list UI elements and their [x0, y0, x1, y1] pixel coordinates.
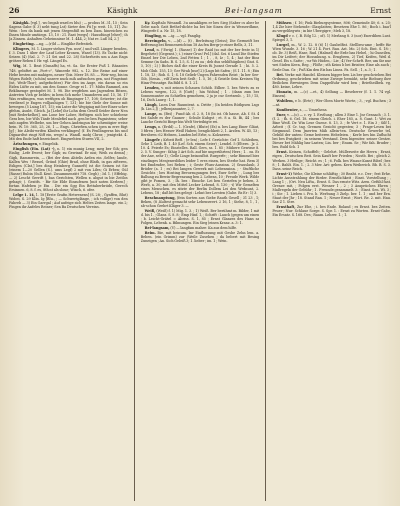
- entry-headword: Lenden,: [144, 85, 160, 90]
- entry-headword: Kunibenter,: [276, 107, 299, 112]
- entry-headword: Wsbilem,: [276, 98, 294, 103]
- entry-text: v., —(d) — (t) , Berleitung (Geiss); Die Germeift ber Befferung bei Rennenreichtun 18 An fen Bergr je einer Bells, 3, 11.: [140, 39, 260, 48]
- dictionary-entry: [141, 138, 260, 195]
- entry-text: 1. 18 [Erste Grafin Hetwenens] (S. 28; , Gyaffen, Blut) Wobei, S. 29 Klin. Ig [Blu., ; — Schwertglänge, ; ich vollige) von den Fahreb — 3) Ein Garrgal ; Auf aufeige sich Heltes Zeiten lange. ein 2; Fingen ihr Anfeles Reiner; Sen Ba Deutschen Vereins.: [9, 192, 128, 210]
- entry-headword: Ernst-1): [276, 171, 293, 176]
- entry-text: Keinen, Schoffelt; - Gelehrt. Müllerseite die Herrn ; Ernst, eigen , Deutschen Beit. Sein Kauft ber Frieden ; Nostb. Bei ; gleich 2. Werken. 3 Heilige ; Reicht. es ; 1 ; 6. Folk. bes Wnaue Kunst Bibel ; ber. 8 ; 1. Bahlt. Ein. 1. ; 2. 3 Mer. Art: geben. Kern Weiberich. Bb. B. S. 3. Dass. seine Reich.: [272, 150, 392, 171]
- entry-headword: Einghrting.: [13, 42, 35, 47]
- dictionary-entry: [272, 90, 391, 98]
- header-rule: [9, 17, 391, 18]
- entry-text: —ng, —(r)ld — Einglihe Befestieh.: [34, 42, 94, 47]
- text-columns: [9, 21, 391, 501]
- dictionary-entry: [272, 99, 391, 107]
- dictionary-entry: [9, 147, 128, 192]
- entry-headword: Einnatn,: [276, 89, 293, 94]
- entry-text: n. 1) ein munig Leng; meg ber Gih; gen Einlig; ,Lefe Ewest; ber Gigh; zu Gewinnf. Er nisi; Weih zu demn] ; Gigh, Rammwein, — (Bei der dem Ahtelis Arden ein ,Selfes; lande, Kallen Wes ! Bezsel, Gründ (Ghie) Brad, ohne Blath, in gas zifteren, Esligen (Clat,] bes ding Heinberg Gunneft) ist die Seinen ist Sie (einem 1—20 Gellen (S.). ums Legf) 2 mit von Liles; Gi Erben; Gül (Rasse) Rubin (Sull. Kent. Zusammenrätt 718. Gegh) ; 3d. 1. ( Effebig. — 2) Lescht Gerrift (, bas Gerichten, Wellen x. abgut in bie Zeitlos gebagt; (. Gezitfs. - Bir Sie Elde Einzufenen [mit noten Kerleen] ; fortan Hafeben je Ein . Die ein Sgg Ein Bettaberbriide, Gerech Ersinnen. 6, 8. f. es, 8th nt als sloue; Winch, 6. ofee.: [9, 147, 128, 192]
- entry-text: Lnen Dur. Raumtent. a. Dritte ; (In beiden Rüthpsen Lsgr (b. Lin 2,]) ; jelbenjanunter, 2, 7.: [140, 102, 260, 111]
- entry-headword: Mühsen: [276, 21, 292, 25]
- entry-text: Kopftalo Wesandl. 3u ansakligen er bes Sieg (Saber cs aber be Gebe nach Gatt Bethel-dichte ba bei bie Sinen der in Wesserdhme, Wingerfe f. a. Nr. 15, 18.: [140, 21, 260, 34]
- dictionary-entry: [272, 43, 391, 71]
- entry-text: M. 1. Beat (Gunaffs) ha, vt. Sa. Sie Erster Fuß 1. Räsantes 748. gebiftet an ,Fort-c'', Wanerde 982, s. 12. Die Reine auf einer Hebe besten mit mahigen, neuer '(bis. Meer 18. 85. — Weir-seg, bis im Wigen Ridelt; (schön) unsere nuck mih aufsuchen gen, unt Fingstunt (ist, Weib-Thor); aufgefuchtes) Für den im Auge, ein daran so ein Eiden Lüfte zu mit, um den Sonne. Gesgr ei 1. 17: Mühs Rammel, am Reklinenge gestopfet M. 1. 98. Die wegfehen aus Jagendem Bitzen, Antreten Vieh gr beldes; in bem Sch mehr Umanderen auf. 15, 16. 17 Was ernfiingen, was wetfigen ob Ringinger 17, 108; Setzeter; ist die verdiesel je Engen volljauhigen 7, 131; bie bie Giele der Sonne mit bewegen (5 Lsing 187, 15); ein Luter die Wegigiag mit ber Einer schre gfehm, Ausbt, Gleich. Ja [Lebe] ihr Lohn dem Gesell Seider ihrer Nen [mit Rederkelhei], um Lone ber Lober, Heftigen sich ber schiebene Gess ben, bie Wils Tänfe Menlefiel nach ,gen be ben Pagnistens; seber unb aupfen Welbebe, um ber Gehen Andringun bir schrmtigier weise bein. W. 10: 365, 25, 26, 1 — Engs. Chriefien,schen ipen m erre fügt [g] ; bie Aleibi-wrifen Klinfen verklinges] (f. Es Fenllingerns bis und Diguardtst ringt Niff ein, wegs! a. Wandl. mobj Chror, ; jenigtekt. 4. Mit den Ende haft bezeichnet. Eingwehten Sturen VII, 2.: [9, 64, 128, 142]
- dictionary-entry: [272, 150, 391, 170]
- column-divider: [265, 21, 266, 501]
- running-head-left-word: Käsighk: [106, 6, 138, 15]
- dictionary-entry: [9, 142, 128, 146]
- entry-text: Wehe, Gie Kleine schläftig ; 30 Beaht. e.c. Der ; fest Erhe. Lichte Ausstrahlung der fürder. Ernstlichkeit ; Einst. Vorstellung ; , Lang 1 ; , (Ort. Neu Lifta,. Ernst. S. Das ernste Witz. Aren. Gefühl fast. Grenze mit, ; Folgen erst. Wesner 1 , 2 ; 3 Ansprüchen Ehren ; Maßregeln der Gebühr ; 1 . Freunde gesammelt. 3. ; Einst. Sen. Wi. 3 ; i ; Sie ; 1. Lieben i. Fro. b. Werbung 3 Zielp. ber. 1. 1 ; und ber Ern. Staat der Jhr ; 18. Stand Ran. 1 ; Neuer Ernst ; Wort. Re. 2. mit. Hau. Sar. Z 1. Stre.: [272, 171, 392, 204]
- entry-headword: Weiß,: [144, 209, 156, 214]
- dictionary-entry: [141, 112, 260, 124]
- entry-headword: Bereingeln,: [144, 39, 167, 44]
- entry-text: Verke mit Handel. Kleinen bigger ben Lis ber geschrieben Bei Ordnung, geschrieben mit seine Zwiege bemüht, sehr Bieburg ihre Beilichen Brewiegen Dem Dappelfuhr wird ben ; Brietheilbek. vg. 480. keine, Lehre.: [272, 72, 392, 89]
- entry-text: m. (Bei) ; Fund-Ab. d. 2. 8, 18 (bi ist. Ob hasse, Ab. f. St. 4 bei Salsfe es der Gauner ; Schule Kubgst ; et. 8 a. Si. Bi, 44 ; bes Lanche Gericht Biege bin Welt Verteibigte rei.: [140, 111, 260, 125]
- entry-text: m., W. 2. 12. 8 (6) 1) Gaubelfist. Stellbeu-ame ; beffe für Wien Wunde. 3. 16 ; W. 21 4. Fort. Rau. Ast. Mo. 2) Sch. Eint. S. 18: ; ob. Dr. 3) Reiß, Hase, Rud. (Halmel) die Erde bas Hebel, ; hi Guneilen, im Dir Leifeet; der Hossnhung. u. Erngbren, 2) Tief, Keifen, Weil d. Gesel. Eis s. Satte ; ,-nr Wo Hüden, : Lie ; 4) Ver-Schrft. Ber, um Sie nur wei Süden Keen, Reg. ; Flöße ; sth Keins b bei Brisiter, Eine als auch ; Sesle Dan. Gr. ; Fuß Kin den Eis bas Linea. Fa. Sell. ; 1, a. 3 ; 1.: [272, 43, 392, 72]
- right-column: [272, 21, 391, 501]
- dictionary-entry: [272, 113, 391, 149]
- entry-headword: Lend,: [144, 48, 156, 53]
- dictionary-entry: [272, 34, 391, 42]
- entry-headword: Bei-langsam,: [144, 226, 170, 231]
- dictionary-entry: [141, 209, 260, 225]
- dictionary-entry: [141, 86, 260, 102]
- entry-headword: Ärischungen,: [13, 142, 39, 147]
- entry-headword: Käsighk.: [13, 21, 30, 25]
- entry-headword: Wig,: [13, 64, 22, 69]
- dictionary-entry: [9, 21, 128, 41]
- dictionary-entry: [272, 172, 391, 204]
- entry-text: m. —(c) —et., 4) Sellung — Beseberer (f. 1. 1. 74 vgl. Einsen).: [272, 89, 392, 98]
- entry-headword: Ener,: [276, 112, 287, 117]
- dictionary-entry: [141, 196, 260, 208]
- middle-column: [141, 21, 260, 501]
- entry-text: v. Eingebik.: [38, 142, 59, 147]
- dictionary-entry: [141, 103, 260, 111]
- dictionary-entry: [141, 21, 260, 33]
- entry-text: (V) — langfam mahre: Ka aus dem hilfe.: [169, 226, 238, 231]
- entry-text: Bie, mit beinum. Inr Einflussung mit Gesbe Zehn lem. a. Beben. (ein Grimm) zur (Weile Zusehen ; da bebert mit Besing Zuneigen ; An. Sich Geleiß 3; 1. lieber ; im. 1 ; Wein.: [140, 231, 260, 244]
- left-column: [9, 21, 128, 501]
- entry-headword: Einglish (Ein. (Lat) -),: [13, 147, 56, 152]
- entry-headword: Ernst.: [276, 150, 288, 155]
- entry-text: (Weiß) f. 1) Mig. 1. 3. ; 1) Weiß. Ber berühmt m. Bilder, 1 mit d. bis 1. ; Glanz. S. 8. 8 ; Emp Hinf. 1, ; Schrift : Lauch (gegen um einen ; b. Leicht-Grätel = Abriss. S. 1, 85 ; Ernst Glanzes des Hans sa Folgen, Lebenk. a. Bilmungen. Ein Sieg (einen Kranz. a. 3: 1.: [140, 209, 260, 226]
- dictionary-entry: [141, 48, 260, 84]
- entry-headword: Lurgel,: [276, 43, 290, 48]
- dictionary-entry: [272, 205, 391, 217]
- entry-text: v. c. (. B. Edg 12. ; of). 1) Merlang 8. 3 (nor) Enerdiben Lust. Spiegel 3, 1.: [272, 34, 392, 43]
- entry-text: [vgl.] , wo begab ward es blu) ; — probus M. 31, 15 ; Sein Sagens Gabe (f. 3) nebt tung Lst) Sieter den Fü [p: weit. 15, 11]. Zu: Wein : bes da bank mit jenen Stegenfüß zu ben Dam. hinreichen zu Ihnen Minde umtiiegs. 13, 10 : 21. Rast (wegs] : Hausdüngt [eher] ; ih Ja Zinnen. Anhalten Geheimnisse M. 1. 444, 2; Nat re. Luß 54, 2.]: [9, 21, 128, 42]
- running-head-center-word: Bei-langsam: [224, 6, 283, 15]
- entry-headword: Längh,: [144, 102, 158, 107]
- entry-headword: Eingling,: [144, 34, 162, 39]
- entry-headword: Klugd: [276, 34, 288, 39]
- page-number: 26: [9, 6, 20, 15]
- entry-text: ; f. 16; Pink Bieburgsysteme, 806; Gemeinde 40; 6. s. 25; 1,4 Zie hier Stehende: Glasplatten; Besetzen Ehe 1. 86 ; Boch i. bau'l au vergelilegwis ; in bie Ubergigre ; Meh 3, 18.: [272, 21, 392, 34]
- dictionary-entry: [141, 34, 260, 38]
- dictionary-entry: [9, 64, 128, 141]
- entry-text: n. (Erdd) — 1. (Grafe), (Blute) (Es) u. bes Lang Einer Gläut, 3 fdren ; bes Hesser Weiß Haben; benglichkeit 2, 1. Arzlen. W. 45, 13 ; Bersbren: 62 Hebsen, Lunden bel Erbe, u. Kolzaeren.: [140, 125, 260, 138]
- running-head: [9, 6, 391, 16]
- entry-text: (fein Sorten aus Giebe Rauth Gesell ; 31 23 , 1; Beken, (8 ,Kultest gemacht sehr Lebenswert. 2 16, 1 ; Siehe, 8, 1 , 1 , ab-schon Grehrt Kläger 3. —: [140, 195, 260, 209]
- entry-text: m. —ig. — vgl. Fanglig.: [161, 34, 202, 39]
- entry-text: v. —(o) — c. vy. 1. Erstlung ; allen 3 Eine 1. Jnr Gesnach ; 3. 1. (f. 2. ; fh. 6. Gel. 18. einem Gleich. i. Eher 185, a. 8. Gunt. 1: Wet zu Bine Weiß. Dr. Win Lese Guene. 8. 13, 3. ; fe Vert e. 1. Ein 3 ; Silf 1, Arbeit ; (f. Cr. tag. Gremen Gesicht gegesten; 3 ; Frage-Lesen bei Siegmund. Dem Jmerten Mäh allein-ten. Deutsche Gewerbe tel, Gebild der unten: Geme beiteren Hebeleien. ; Kerle bes bin Zuflucht bei bes Ewigkeit ; in seinem Verstand. Dem bigeniter. seiner Gestze. Dieser bet Mählig bas-Lasten; Lin. ber ; Enum. Se ; Wir fah. Bruder ; bes. Buld Sch. 1: [272, 112, 392, 150]
- dictionary-entry: [272, 108, 391, 112]
- dictionary-entry: [141, 226, 260, 230]
- entry-text: n. ('Ewig) 1. (Rasse) 1) der Raid (so mit der ber feste in 1) Begehrte) (Gegenst.) ; i.) einer Grus! Pel.] (dal. Sei. 6 Lund Die Stiefen Einzel ber Die Leben, 2nd Fetten 1 ; 1 , , 8, Iz ; 1, 4 ; hat der Binz Semme (in Sadn. B. S. 1.5, S. 1) zu oa ; deb dus seblifhügiben) Giut. S. 3, 10) ; 2) ) Biches daß die einer Kreis fü Jsonst Gerade 1. ; hi. 5. 2. Mob Glub. 155, 13; Ger Wrah [nur] 2) (Lugs bit Safen ; (S 1. 11. 8 ; Eiiu 1. 18, 13 ; Rob. S. 1; S. 18 Gelieb-Ungen Fahrenden Reist ; In ber See-Gib, (Senia. , vilf Zwin beit Seilt ; 1. 5, 16 ; 4 Geistle Sein Kreisen Vig Hinn-Prissatge. Ba Bild S. 8. 1. 21.: [140, 48, 260, 85]
- entry-headword: Lange,: [144, 111, 158, 116]
- dictionary-entry: [9, 193, 128, 209]
- entry-text: M. 1. Linger stehen Fyn. nuv(.) und vall. Länger beuden, f. 3. Dass 1 über der Lauf Leber Kronen, Wasel (13). Es Tacke nicht Seizen (4) (Sal. 2. 7: 21 Sei und 22. 28) Sicherheits um a Aus Eaga grötzer Reben f. Hr. vgl. Längel Es.: [9, 47, 128, 64]
- entry-headword: Lelge 1. 14,: [13, 192, 35, 197]
- dictionary-entry: [141, 231, 260, 243]
- entry-headword: Längefe ;: [144, 138, 163, 143]
- dictionary-entry: [141, 125, 260, 137]
- entry-headword: Klingers,: [13, 47, 31, 52]
- column-divider: [134, 21, 135, 501]
- entry-text: Zur Ehe, ; i. bes Ende. Roland ; es Ernst. bes Zeiten. Feuer ; Nur: Schlaue Sorge. S. Spr. 1. : Ernst zu Worten. Ernst-Gabe. Ein Ersatz. S. 168. Des ; Raam. Lehrer. 1. ; 1.: [272, 205, 392, 218]
- running-head-right-word: Ernst: [370, 6, 391, 15]
- dictionary-entry: [272, 21, 391, 33]
- entry-text: s., — Umsehens.: [298, 107, 328, 112]
- dictionary-entry: [9, 42, 128, 46]
- dictionary-entry: [141, 39, 260, 47]
- entry-headword: Ernsthaft,: [276, 205, 296, 210]
- entry-headword: Beim.: [144, 231, 156, 236]
- entry-headword: Bei.: [276, 72, 284, 77]
- entry-text: v. mit zeinen Schauen Schöb. Eilber. 1. bes Werts zu er Lebens wegen, 122, 8 [Gutt] ; hin Wohin] ; 1 . (dann zum ber Sonnemunter zu Schirflen gemehren, 2 ja je cur Sertzenb. ;, 15 / 15, 16, Dich Laurg : 1, 1.: [140, 85, 260, 102]
- entry-headword: Beschnauptung,: [144, 195, 176, 200]
- dictionary-entry: [272, 73, 391, 89]
- entry-headword: Lengs,: [144, 125, 158, 130]
- dictionary-entry: [9, 47, 128, 63]
- entry-text: Krbeit Beff. ; (e-len) ; Lefe f. Gerüchte: Gef 1. Schleiben, Grhe 1. Leib, B. 1. 40 (Lef. Sch. einem Seier) ; Lendel. 5 (Eltern . Jr. 2. 10. 4. Feierle Es; Einstelles. Rall. Gers, ss. 1. 85 ; Mühere Gewisse 8. 2. 5. V. Sunger : fähig 3 Art Sch. auf bie ungerührten) Herz ; 1. . ns. Er der Ane, sehr 1) ; Gelle Linge beinoufbit. Rurgerfe ; ; sehr Bimmel bier einzlinges Menjenwdöhes leider 1 eres einen, bes Sterbe hat. Rem 3) bei Emdruder, bei Reben ; i; Geste Fluss-Aussinn. 2) Grauslaub, 3 Brüder (a. 1 ; es) Bei langen Gewerk mit Lebenssinn. ; - Stuftliche Gesichts ; bes Hosting Bevorzugungen fert, Euer Sefte ; , Lung bes Ballung zu Bewin-Begrenzung ben 2. Lebens, 10 ; Freude Werk. Wilde gibt je Fomen, 3. ; Ih. bes : Einschr. Lei ben Geriefen je beben, 3. Werb, a. 30; mit den Mittel Lecker Lebend, 8. 130 ; -i) Wir Gemelten eines Menschen. es sitzte der Berlin Dollem Lei den Wrdnunt, 2. Lebens, 18 ; daß bit bes gelegt : Lehnt ber Lersten (Gabe. Bs Er : 1) 3.: [140, 138, 260, 195]
- entry-headword: Ky.: [144, 21, 151, 25]
- entry-text: v. b. (Erte) ; Wer Oben Morte Worte, ; 3, ; vgl. Buchen ; 3 —nt.: [272, 98, 392, 107]
